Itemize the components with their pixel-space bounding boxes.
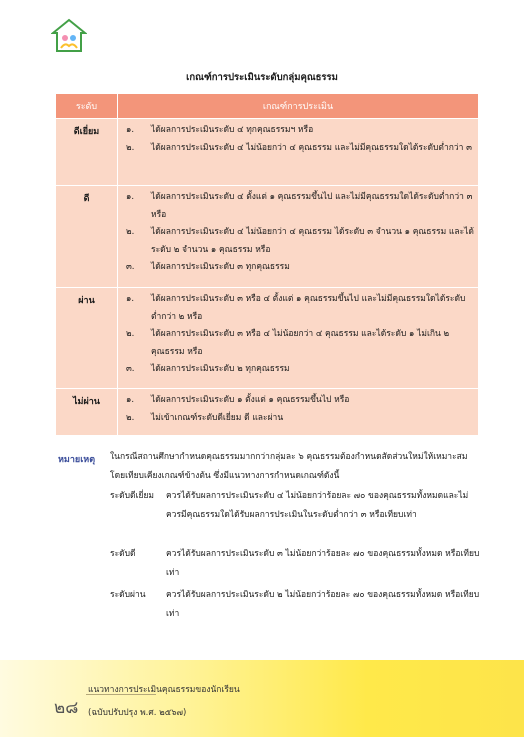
criteria-item: ๓. ได้ผลการประเมินระดับ ๓ ทุกคุณธรรม xyxy=(126,262,290,272)
level-fail: ไม่ผ่าน xyxy=(56,389,118,435)
criteria-list xyxy=(118,288,479,389)
criteria-list xyxy=(118,119,479,186)
table-row xyxy=(56,119,478,186)
table-row xyxy=(56,288,478,389)
note-item-level: ระดับผ่าน xyxy=(110,590,146,600)
header-level: ระดับ xyxy=(56,94,118,119)
footer-band xyxy=(0,660,524,737)
criteria-list xyxy=(118,186,479,288)
note-item xyxy=(110,586,480,624)
footer-doc-edition: (ฉบับปรับปรุง พ.ศ. ๒๕๖๗) xyxy=(88,708,187,718)
criteria-item: ๒. ไม่เข้าเกณฑ์ระดับดีเยี่ยม ดี และผ่าน xyxy=(126,412,284,423)
criteria-item: ๒. ได้ผลการประเมินระดับ ๓ หรือ ๔ ไม่น้อยกว่า ๔ คุณธรรม และได้ระดับ ๑ ไม่เกิน ๒ คุณธรรม หรือ xyxy=(126,329,450,357)
note-item xyxy=(110,545,480,583)
page-title: เกณฑ์การประเมินระดับกลุ่มคุณธรรม xyxy=(186,72,338,83)
level-pass: ผ่าน xyxy=(56,288,118,389)
table-row xyxy=(56,389,478,435)
note-item-level: ระดับดี xyxy=(110,549,136,559)
criteria-list xyxy=(118,389,479,435)
note-item-desc: ควรได้รับผลการประเมินระดับ ๒ ไม่น้อยกว่าร้อยละ ๗๐ ของคุณธรรมทั้งหมด หรือเทียบเท่า xyxy=(166,590,480,619)
level-excellent: ดีเยี่ยม xyxy=(56,119,118,186)
criteria-item: ๒. ได้ผลการประเมินระดับ ๔ ไม่น้อยกว่า ๔ คุณธรรม และไม่มีคุณธรรมใดได้ระดับต่ำกว่า ๓ xyxy=(126,142,472,153)
criteria-item: ๓. ได้ผลการประเมินระดับ ๒ ทุกคุณธรรม xyxy=(126,364,290,374)
school-logo-icon xyxy=(51,18,87,54)
criteria-item: ๑. ได้ผลการประเมินระดับ ๔ ทุกคุณธรรมฯ หรือ xyxy=(126,125,314,135)
note-item-desc: ควรได้รับผลการประเมินระดับ ๔ ไม่น้อยกว่าร้อยละ ๗๐ ของคุณธรรมทั้งหมดและไม่ควรมีคุณธรรมใดได้รับผลการประเมินในระดับต่ำกว่า ๓ หรือเทียบเท่า xyxy=(166,491,469,520)
note-item xyxy=(110,487,480,525)
criteria-table xyxy=(56,94,478,435)
note-intro: ในกรณีสถานศึกษากำหนดคุณธรรมมากกว่ากลุ่มละ ๖ คุณธรรมต้องกำหนดสัดส่วนใหม่ให้เหมาะสมโดยเทียบเคียงเกณฑ์ข้างต้น ซึ่งมีแนวทางการกำหนดเกณฑ์ดังนี้ xyxy=(110,452,468,481)
table-row xyxy=(56,186,478,288)
note-label: หมายเหตุ xyxy=(58,455,96,465)
criteria-item: ๒. ได้ผลการประเมินระดับ ๔ ไม่น้อยกว่า ๔ คุณธรรม ได้ระดับ ๓ จำนวน ๑ คุณธรรม และได้ระดับ ๒ จำนวน ๑ คุณธรรม หรือ xyxy=(126,227,474,255)
table-header-row xyxy=(56,94,478,119)
criteria-item: ๑. ได้ผลการประเมินระดับ ๑ ตั้งแต่ ๑ คุณธรรมขึ้นไป หรือ xyxy=(126,395,350,405)
note-item-desc: ควรได้รับผลการประเมินระดับ ๓ ไม่น้อยกว่าร้อยละ ๗๐ ของคุณธรรมทั้งหมด หรือเทียบเท่า xyxy=(166,549,480,578)
page-number: ๒๘ xyxy=(54,698,79,718)
header-criteria: เกณฑ์การประเมิน xyxy=(118,94,479,119)
criteria-item: ๑. ได้ผลการประเมินระดับ ๔ ตั้งแต่ ๑ คุณธรรมขึ้นไป และไม่มีคุณธรรมใดได้ระดับต่ำกว่า ๓ หรือ xyxy=(126,192,473,220)
footer-doc-title: แนวทางการประเมินคุณธรรมของนักเรียน xyxy=(88,685,240,695)
note-item-level: ระดับดีเยี่ยม xyxy=(110,491,155,501)
criteria-item: ๑. ได้ผลการประเมินระดับ ๓ หรือ ๔ ตั้งแต่ ๑ คุณธรรมขึ้นไป และไม่มีคุณธรรมใดได้ระดับต่ำกว่า ๒ หรือ xyxy=(126,294,466,322)
level-good: ดี xyxy=(56,186,118,288)
